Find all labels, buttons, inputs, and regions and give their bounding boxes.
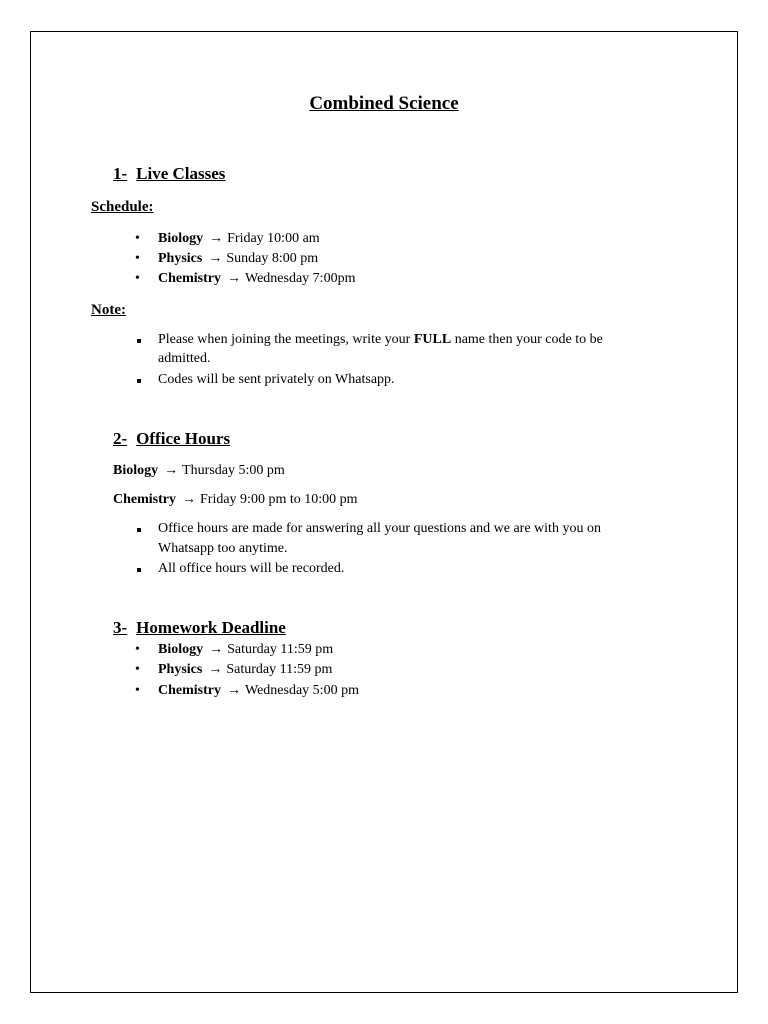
section-title: Homework Deadline xyxy=(136,618,286,637)
arrow-icon: → xyxy=(209,231,224,246)
section-title: Office Hours xyxy=(136,429,231,448)
bullet-icon: • xyxy=(135,683,140,698)
square-bullet-icon xyxy=(137,568,141,572)
note-label: Note: xyxy=(91,302,126,318)
time-text: Thursday 5:00 pm xyxy=(182,463,285,478)
time-text: Saturday 11:59 pm xyxy=(227,642,334,657)
list-item xyxy=(135,251,319,267)
section-heading-office-hours xyxy=(113,429,230,449)
section-number: 1- xyxy=(113,164,128,183)
section-heading-live-classes xyxy=(113,164,225,184)
note-text: Please when joining the meetings, write your xyxy=(158,332,414,347)
time-text: Saturday 11:59 pm xyxy=(226,662,333,677)
list-item xyxy=(135,683,359,699)
arrow-icon: → xyxy=(208,251,223,266)
subject-label: Chemistry xyxy=(158,683,221,698)
time-text: Friday 9:00 pm to 10:00 pm xyxy=(200,492,358,507)
office-hours-line xyxy=(113,492,358,508)
section-number: 3- xyxy=(113,618,128,637)
bullet-icon: • xyxy=(135,662,140,677)
list-item xyxy=(135,271,356,287)
arrow-icon: → xyxy=(164,463,179,478)
square-bullet-icon xyxy=(137,339,141,343)
list-item xyxy=(135,231,320,247)
bullet-icon: • xyxy=(135,271,140,286)
note-text: name then your code to be xyxy=(451,332,603,347)
note-text: Office hours are made for answering all your questions and we are with you on xyxy=(158,521,601,536)
arrow-icon: → xyxy=(209,642,224,657)
subject-label: Physics xyxy=(158,662,203,677)
arrow-icon: → xyxy=(227,683,241,698)
subject-label: Chemistry xyxy=(158,271,221,286)
note-text: Codes will be sent privately on Whatsapp. xyxy=(158,372,395,387)
time-text: Sunday 8:00 pm xyxy=(226,251,319,266)
note-continuation: Whatsapp too anytime. xyxy=(158,541,288,556)
note-emphasis: FULL xyxy=(413,332,452,347)
arrow-icon: → xyxy=(227,271,241,286)
time-text: Wednesday 5:00 pm xyxy=(245,683,359,698)
office-hours-line xyxy=(113,463,285,479)
subject-label: Biology xyxy=(158,231,204,246)
subject-label: Biology xyxy=(113,463,159,478)
note-text: All office hours will be recorded. xyxy=(158,561,345,576)
section-heading-homework-deadline xyxy=(113,618,286,638)
bullet-icon: • xyxy=(135,642,140,657)
time-text: Friday 10:00 am xyxy=(227,231,320,246)
arrow-icon: → xyxy=(182,492,196,507)
square-bullet-icon xyxy=(137,528,141,532)
section-number: 2- xyxy=(113,429,128,448)
time-text: Wednesday 7:00pm xyxy=(245,271,356,286)
list-item xyxy=(135,662,333,678)
square-bullet-icon xyxy=(137,379,141,383)
subject-label: Chemistry xyxy=(113,492,176,507)
section-title: Live Classes xyxy=(136,164,226,183)
note-continuation: admitted. xyxy=(158,351,211,366)
arrow-icon: → xyxy=(208,662,223,677)
schedule-label: Schedule: xyxy=(91,199,154,215)
subject-label: Physics xyxy=(158,251,203,266)
subject-label: Biology xyxy=(158,642,204,657)
list-item xyxy=(135,642,334,658)
bullet-icon: • xyxy=(135,231,140,246)
page-title: Combined Science xyxy=(309,93,459,114)
bullet-icon: • xyxy=(135,251,140,266)
